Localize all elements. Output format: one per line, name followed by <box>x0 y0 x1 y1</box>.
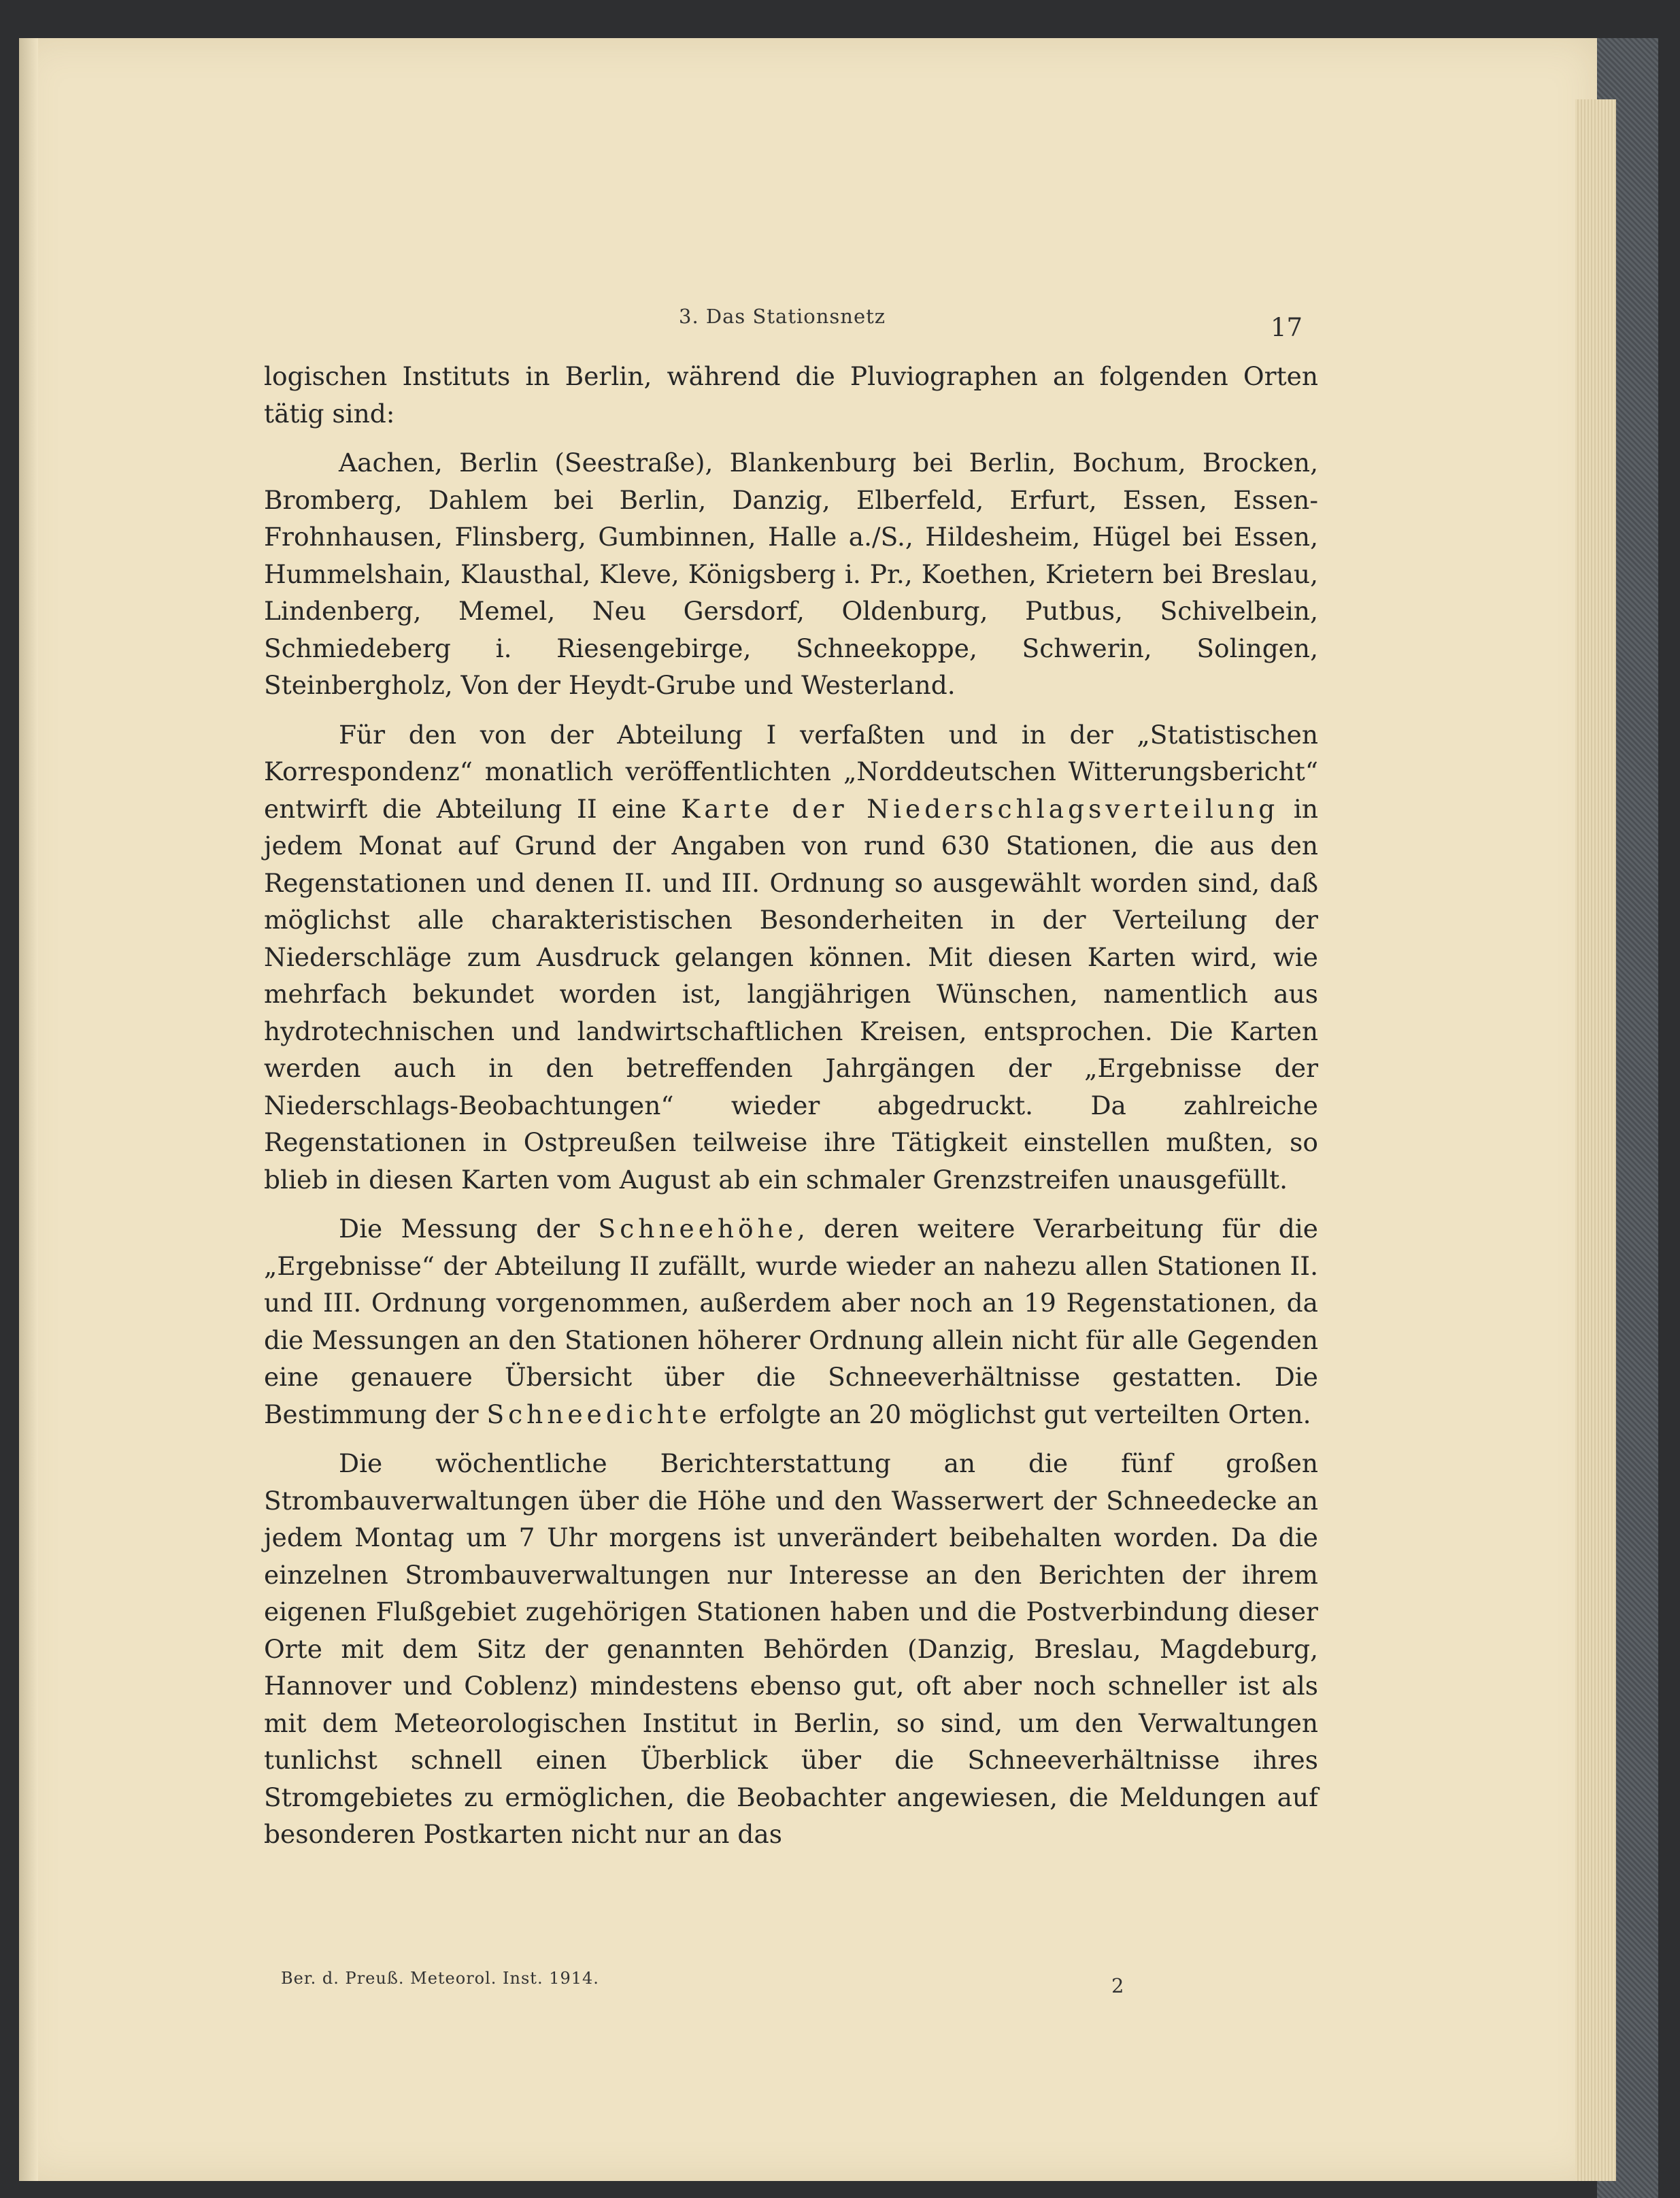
paragraph-4-emphasis-2: Schneedichte <box>486 1399 711 1429</box>
paragraph-3-text-b: in jedem Monat auf Grund der Angaben von rund 630 Stationen, die aus den Regenstationen und denen II. und III. Ordnung so ausgewählt worden sind, daß möglichst alle charakteristischen Besonderheiten in der Verteilung der Niederschläge zum Ausdruck gelangen können. Mit diesen Karten wird, wie mehrfach bekundet worden ist, langjährigen Wünschen, namentlich aus hydrotechnischen und landwirtschaftlichen Kreisen, entsprochen. Die Karten werden auch in den betreffenden Jahrgängen der „Ergebnisse der Niederschlags-Beobachtungen“ wieder abgedruckt. Da zahlreiche Regenstationen in Ostpreußen teilweise ihre Tätigkeit einstellen mußten, so blieb in diesen Karten vom August ab ein schmaler Grenzstreifen unausgefüllt. <box>264 793 1318 1195</box>
paragraph-2-station-list: Aachen, Berlin (Seestraße), Blankenburg bei Berlin, Bochum, Brocken, Bromberg, Dahlem bei Berlin, Danzig, Elberfeld, Erfurt, Essen, Essen-Frohnhausen, Flinsberg, Gumbinnen, Halle a./S., Hildesheim, Hügel bei Essen, Hummelshain, Klausthal, Kleve, Königsberg i. Pr., Koethen, Krietern bei Breslau, Lindenberg, Memel, Neu Gersdorf, Oldenburg, Putbus, Schivelbein, Schmiedeberg i. Riesengebirge, Schneekoppe, Schwerin, Solingen, Steinbergholz, Von der Heydt-Grube und Westerland. <box>264 448 1318 700</box>
paragraph-4-emphasis-1: Schneehöhe <box>598 1214 797 1244</box>
page-gutter-shadow <box>19 38 38 2181</box>
paragraph-1: logischen Instituts in Berlin, während die Pluviographen an folgenden Orten tätig sind: <box>264 361 1318 429</box>
footer-source-line: Ber. d. Preuß. Meteorol. Inst. 1914. <box>281 1969 599 1988</box>
paragraph-4 <box>264 1210 1318 1433</box>
paragraph-4-text-c: erfolgte an 20 möglichst gut verteilten Orten. <box>711 1399 1311 1429</box>
page-header <box>19 305 1597 346</box>
paragraph-3-text-a: Für den von der Abteilung I verfaßten und in der „Statistischen Korrespondenz“ monatlich veröffentlichten „Norddeutschen Witterungsbericht“ entwirft die Abteilung II eine <box>264 719 1318 824</box>
page-stack-edge <box>1575 99 1616 2181</box>
paragraph-5: Die wöchentliche Berichterstattung an die fünf großen Strombauverwaltungen über die Höhe und den Wasserwert der Schneedecke an jedem Montag um 7 Uhr morgens ist unverändert beibehalten worden. Da die einzelnen Strombauverwaltungen nur Interesse an den Berichten der ihrem eigenen Flußgebiet zugehörigen Stationen haben und die Postverbindung dieser Orte mit dem Sitz der genannten Behörden (Danzig, Breslau, Magdeburg, Hannover und Coblenz) mindestens ebenso gut, oft aber noch schneller ist als mit dem Meteorologischen Institut in Berlin, so sind, um den Verwaltungen tunlichst schnell einen Überblick über die Schneeverhältnisse ihres Stromgebietes zu ermöglichen, die Beobachter angewiesen, die Meldungen auf besonderen Postkarten nicht nur an das <box>264 1448 1318 1849</box>
page-footer <box>19 1969 1597 2010</box>
paragraph-3-emphasis: Karte der Niederschlagsverteilung <box>681 793 1279 824</box>
paragraph-4-text-a: Die Messung der <box>339 1214 599 1244</box>
signature-mark: 2 <box>1111 1974 1124 1997</box>
paragraph-3 <box>264 716 1318 1199</box>
page-number: 17 <box>1271 313 1303 342</box>
book-page <box>19 38 1597 2181</box>
body-text <box>264 358 1318 1865</box>
running-head: 3. Das Stationsnetz <box>679 305 886 328</box>
paragraph-4-text-b: , deren weitere Verarbeitung für die „Ergebnisse“ der Abteilung II zufällt, wurde wieder an nahezu allen Stationen II. und III. Ordnung vorgenommen, außerdem aber noch an 19 Regenstationen, da die Messungen an den Stationen höherer Ordnung allein nicht für alle Gegenden eine genauere Übersicht über die Schneeverhältnisse gestatten. Die Bestimmung der <box>264 1214 1318 1429</box>
